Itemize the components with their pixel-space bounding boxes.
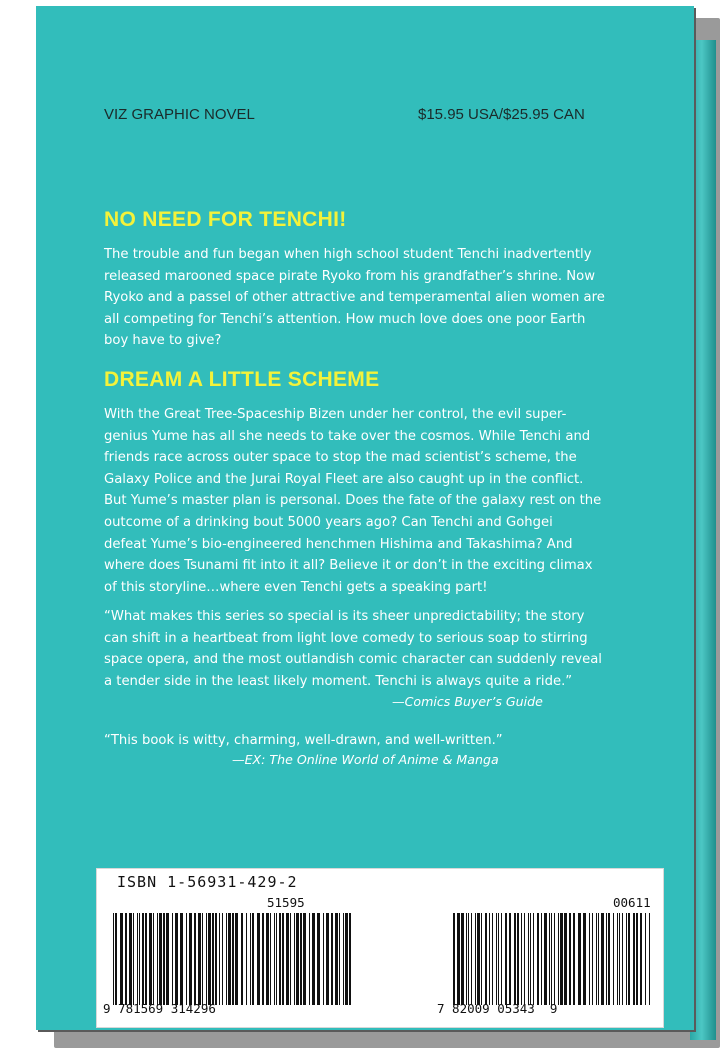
barcode-bar xyxy=(282,913,284,1005)
barcode-bar xyxy=(142,913,144,1005)
barcode-bar xyxy=(149,913,152,1005)
barcode-bar xyxy=(521,913,522,1005)
section2-text xyxy=(104,404,644,598)
barcode-bar xyxy=(481,913,482,1005)
barcode-bar xyxy=(326,913,329,1005)
barcode-bar xyxy=(501,913,502,1005)
barcode-bar xyxy=(514,913,516,1005)
barcode-bar xyxy=(633,913,635,1005)
barcode-bar xyxy=(113,913,114,1005)
quote1-text xyxy=(104,606,644,692)
text-line: outcome of a drinking bout 5000 years ago? Can Tenchi and Gohgei xyxy=(104,514,553,530)
barcode-bar xyxy=(215,913,217,1005)
barcode-bar xyxy=(274,913,275,1005)
barcode-bar xyxy=(133,913,134,1005)
barcode-bar xyxy=(246,913,247,1005)
barcode-bar xyxy=(349,913,351,1005)
barcode-bar xyxy=(608,913,610,1005)
barcode-bar xyxy=(180,913,183,1005)
barcode-bar xyxy=(206,913,207,1005)
barcode-bar xyxy=(129,913,132,1005)
barcode-bar xyxy=(159,913,162,1005)
barcode-bar xyxy=(296,913,299,1005)
barcode-bar xyxy=(226,913,227,1005)
barcode-bar xyxy=(645,913,646,1005)
barcode-bar xyxy=(163,913,165,1005)
text-line: “This book is witty, charming, well-drawn, and well-written.” xyxy=(104,733,503,748)
barcode-bar xyxy=(235,913,238,1005)
isbn-barcode xyxy=(113,913,353,1005)
barcode-bar xyxy=(509,913,511,1005)
barcode-bar xyxy=(212,913,214,1005)
barcode-bar xyxy=(219,913,220,1005)
barcode-bar xyxy=(541,913,542,1005)
barcode-bar xyxy=(309,913,310,1005)
barcode-bar xyxy=(139,913,140,1005)
barcode-bar xyxy=(466,913,467,1005)
section2-heading: DREAM A LITTLE SCHEME xyxy=(104,368,380,391)
barcode-bar xyxy=(286,913,289,1005)
barcode-bar xyxy=(628,913,630,1005)
text-line: friends race across outer space to stop the mad scientist’s scheme, the xyxy=(104,450,577,466)
barcode-bar xyxy=(649,913,650,1005)
barcode-bar xyxy=(551,913,552,1005)
barcode-bar xyxy=(125,913,127,1005)
barcode-bar xyxy=(549,913,550,1005)
barcode-bar xyxy=(186,913,187,1005)
barcode-bar xyxy=(189,913,192,1005)
upc-barcode-digits: 7 82009 05343 9 xyxy=(437,1001,558,1016)
barcode-bar xyxy=(471,913,472,1005)
barcode-bar xyxy=(250,913,251,1005)
text-line: Galaxy Police and the Jurai Royal Fleet are also caught up in the conflict. xyxy=(104,471,584,487)
barcode-bar xyxy=(533,913,534,1005)
barcode-bar xyxy=(257,913,260,1005)
barcode-bar xyxy=(613,913,614,1005)
text-line: With the Great Tree-Spaceship Bizen under her control, the evil super- xyxy=(104,407,567,422)
barcode-bar xyxy=(530,913,531,1005)
text-line: genius Yume has all she needs to take over the cosmos. While Tenchi and xyxy=(104,428,591,444)
text-line: But Yume’s master plan is personal. Does the fate of the galaxy rest on the xyxy=(104,493,602,509)
quote1-attribution: —Comics Buyer’s Guide xyxy=(392,694,543,709)
barcode-bar xyxy=(583,913,586,1005)
barcode-bar xyxy=(343,913,344,1005)
barcode-bar xyxy=(573,913,575,1005)
barcode-bar xyxy=(560,913,563,1005)
barcode-bar xyxy=(339,913,340,1005)
text-line: released marooned space pirate Ryoko from his grandfather’s shrine. Now xyxy=(104,268,596,284)
barcode-bar xyxy=(453,913,455,1005)
barcode-bar xyxy=(300,913,302,1005)
barcode-bar xyxy=(485,913,487,1005)
barcode-bar xyxy=(626,913,627,1005)
barcode-bar xyxy=(153,913,154,1005)
barcode-bar xyxy=(477,913,480,1005)
quote2-text xyxy=(104,730,644,752)
barcode-bar xyxy=(524,913,525,1005)
barcode-bar xyxy=(606,913,607,1005)
barcode-bar xyxy=(537,913,539,1005)
quote2-attribution: —EX: The Online World of Anime & Manga xyxy=(232,752,499,767)
barcode-bar xyxy=(276,913,277,1005)
barcode-bar xyxy=(554,913,555,1005)
barcode-bar xyxy=(461,913,464,1005)
barcode-bar xyxy=(208,913,211,1005)
publisher-label: VIZ GRAPHIC NOVEL xyxy=(104,106,255,123)
barcode-bar xyxy=(569,913,571,1005)
price-label: $15.95 USA/$25.95 CAN xyxy=(418,106,585,123)
text-line: of this storyline…where even Tenchi gets a speaking part! xyxy=(104,579,488,595)
barcode-bar xyxy=(262,913,264,1005)
barcode-bar xyxy=(592,913,593,1005)
upc-barcode xyxy=(453,913,653,1005)
barcode-bar xyxy=(252,913,254,1005)
barcode-bar xyxy=(228,913,231,1005)
barcode-bar xyxy=(172,913,173,1005)
barcode-bar xyxy=(544,913,547,1005)
barcode-bar xyxy=(496,913,497,1005)
barcode-bar xyxy=(157,913,158,1005)
section1-heading: NO NEED FOR TENCHI! xyxy=(104,208,347,231)
text-line: all competing for Tenchi’s attention. How much love does one poor Earth xyxy=(104,311,586,327)
barcode-panel xyxy=(96,868,664,1028)
barcode-bar xyxy=(475,913,476,1005)
barcode-bar xyxy=(232,913,234,1005)
barcode-bar xyxy=(331,913,333,1005)
barcode-bar xyxy=(194,913,196,1005)
barcode-bar xyxy=(558,913,559,1005)
isbn-addon-digits: 51595 xyxy=(267,895,305,910)
barcode-bar xyxy=(241,913,243,1005)
barcode-bar xyxy=(222,913,223,1005)
barcode-bar xyxy=(457,913,460,1005)
barcode-bar xyxy=(279,913,281,1005)
barcode-bar xyxy=(596,913,597,1005)
text-line: space opera, and the most outlandish comic character can suddenly reveal xyxy=(104,652,602,668)
barcode-bar xyxy=(198,913,201,1005)
text-line: defeat Yume’s bio-engineered henchmen Hishima and Takashima? And xyxy=(104,536,573,552)
barcode-bar xyxy=(145,913,147,1005)
barcode-bar xyxy=(564,913,567,1005)
barcode-bar xyxy=(468,913,469,1005)
barcode-bar xyxy=(617,913,618,1005)
text-line: boy have to give? xyxy=(104,333,222,349)
text-line: a tender side in the least likely moment. Tenchi is always quite a ride.” xyxy=(104,673,573,689)
barcode-bar xyxy=(270,913,271,1005)
text-line: Ryoko and a passel of other attractive and temperamental alien women are xyxy=(104,290,605,306)
barcode-bar xyxy=(619,913,620,1005)
text-line: The trouble and fun began when high school student Tenchi inadvertently xyxy=(104,247,592,262)
barcode-bar xyxy=(290,913,291,1005)
barcode-bar xyxy=(115,913,117,1005)
barcode-bar xyxy=(589,913,590,1005)
text-line: “What makes this series so special is its sheer unpredictability; the story xyxy=(104,609,585,624)
barcode-bar xyxy=(640,913,642,1005)
barcode-bar xyxy=(175,913,178,1005)
barcode-bar xyxy=(335,913,338,1005)
barcode-bar xyxy=(505,913,507,1005)
isbn-barcode-digits: 9 781569 314296 xyxy=(103,1001,216,1016)
barcode-bar xyxy=(312,913,315,1005)
section1-text xyxy=(104,244,644,352)
barcode-bar xyxy=(323,913,324,1005)
barcode-bar xyxy=(578,913,581,1005)
barcode-bar xyxy=(498,913,499,1005)
isbn-label: ISBN 1-56931-429-2 xyxy=(117,873,298,891)
barcode-bar xyxy=(202,913,203,1005)
barcode-bar xyxy=(636,913,638,1005)
barcode-bar xyxy=(317,913,320,1005)
barcode-bar xyxy=(166,913,169,1005)
barcode-bar xyxy=(517,913,519,1005)
text-line: can shift in a heartbeat from light love comedy to serious soap to stirring xyxy=(104,630,588,646)
barcode-bar xyxy=(137,913,138,1005)
barcode-bar xyxy=(492,913,493,1005)
barcode-bar xyxy=(622,913,623,1005)
barcode-bar xyxy=(303,913,306,1005)
barcode-bar xyxy=(120,913,123,1005)
barcode-bar xyxy=(294,913,295,1005)
barcode-bar xyxy=(266,913,269,1005)
barcode-bar xyxy=(528,913,529,1005)
barcode-bar xyxy=(601,913,604,1005)
text-line: where does Tsunami fit into it all? Believe it or don’t in the exciting climax xyxy=(104,558,593,574)
barcode-bar xyxy=(598,913,599,1005)
upc-addon-digits: 00611 xyxy=(613,895,651,910)
barcode-bar xyxy=(345,913,348,1005)
barcode-bar xyxy=(489,913,490,1005)
